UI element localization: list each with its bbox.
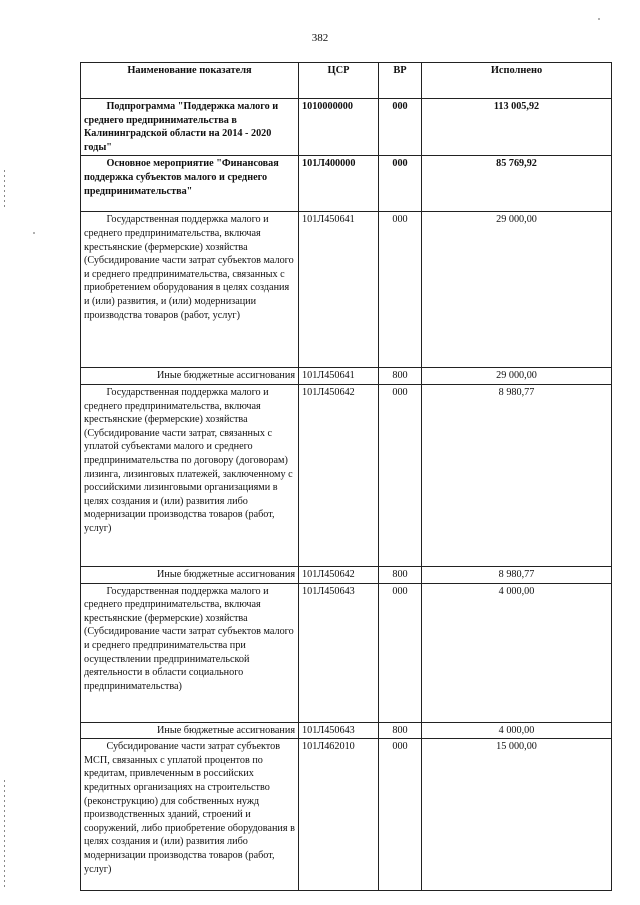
- row-name: Иные бюджетные ассигнования: [81, 722, 299, 739]
- table-row: [81, 212, 612, 368]
- header-csr: ЦСР: [299, 63, 379, 99]
- table-row-main-activity: [81, 156, 612, 212]
- table-header-row: [81, 63, 612, 99]
- table-row: [81, 739, 612, 891]
- scan-speck: [598, 18, 600, 20]
- row-sum: 4 000,00: [422, 722, 612, 739]
- row-vr: 000: [379, 156, 422, 212]
- row-sum: 29 000,00: [422, 368, 612, 385]
- row-sum: 15 000,00: [422, 739, 612, 891]
- row-csr: 101Л450643: [299, 722, 379, 739]
- header-vr: ВР: [379, 63, 422, 99]
- row-csr: 1010000000: [299, 99, 379, 156]
- row-sum: 8 980,77: [422, 566, 612, 583]
- row-name: Государственная поддержка малого и среднего предпринимательства, включая крестьянские (фермерские) хозяйства (Субсидирование части затрат субъектов малого и среднего предпринимательства при осуществлении предпринимательской деятельности в области социального предпринимательства): [81, 583, 299, 722]
- row-vr: 000: [379, 99, 422, 156]
- row-sum: 29 000,00: [422, 212, 612, 368]
- header-name: Наименование показателя: [81, 63, 299, 99]
- row-name: Подпрограмма "Поддержка малого и среднего предпринимательства в Калининградской области на 2014 - 2020 годы": [81, 99, 299, 156]
- row-csr: 101Л400000: [299, 156, 379, 212]
- row-name: Иные бюджетные ассигнования: [81, 368, 299, 385]
- scan-speck: [33, 232, 35, 234]
- row-sum: 113 005,92: [422, 99, 612, 156]
- row-name: Основное мероприятие "Финансовая поддержка субъектов малого и среднего предпринимательства": [81, 156, 299, 212]
- row-vr: 000: [379, 583, 422, 722]
- row-vr: 800: [379, 722, 422, 739]
- row-vr: 000: [379, 739, 422, 891]
- page-number: 382: [311, 32, 329, 44]
- row-csr: 101Л462010: [299, 739, 379, 891]
- row-csr: 101Л450641: [299, 368, 379, 385]
- row-vr: 000: [379, 384, 422, 566]
- row-csr: 101Л450643: [299, 583, 379, 722]
- row-vr: 800: [379, 566, 422, 583]
- row-sum: 8 980,77: [422, 384, 612, 566]
- row-name: Иные бюджетные ассигнования: [81, 566, 299, 583]
- table-row-subprogram: [81, 99, 612, 156]
- table-row: [81, 384, 612, 566]
- table-row: [81, 583, 612, 722]
- row-vr: 000: [379, 212, 422, 368]
- row-sum: 85 769,92: [422, 156, 612, 212]
- table-row: [81, 722, 612, 739]
- scan-margin-mark: [4, 780, 5, 890]
- row-sum: 4 000,00: [422, 583, 612, 722]
- row-name: Государственная поддержка малого и среднего предпринимательства, включая крестьянские (фермерские) хозяйства (Субсидирование части затрат субъектов малого и среднего предпринимательства, связанных с приобретением оборудования в целях создания и (или) развития, и (или) модернизации производства товаров (работ, услуг): [81, 212, 299, 368]
- table-row: [81, 368, 612, 385]
- row-name: Субсидирование части затрат субъектов МСП, связанных с уплатой процентов по кредитам, привлеченным в российских кредитных организациях на строительство (реконструкцию) для собственных нужд производственных зданий, строений и сооружений, либо приобретение оборудования в целях создания и (или) развития либо модернизации производства товаров (работ, услуг): [81, 739, 299, 891]
- row-csr: 101Л450642: [299, 384, 379, 566]
- header-executed: Исполнено: [422, 63, 612, 99]
- scan-margin-mark: [4, 170, 5, 210]
- table-row: [81, 566, 612, 583]
- budget-execution-table: [80, 62, 612, 891]
- row-name: Государственная поддержка малого и среднего предпринимательства, включая крестьянские (фермерские) хозяйства (Субсидирование части затрат, связанных с уплатой субъектами малого и среднего предпринимательства по договору (договорам) лизинга, лизинговых платежей, заключенному с российскими лизинговыми организациями в целях создания и (или) развития либо модернизации производства товаров (работ, услуг): [81, 384, 299, 566]
- row-csr: 101Л450641: [299, 212, 379, 368]
- row-vr: 800: [379, 368, 422, 385]
- row-csr: 101Л450642: [299, 566, 379, 583]
